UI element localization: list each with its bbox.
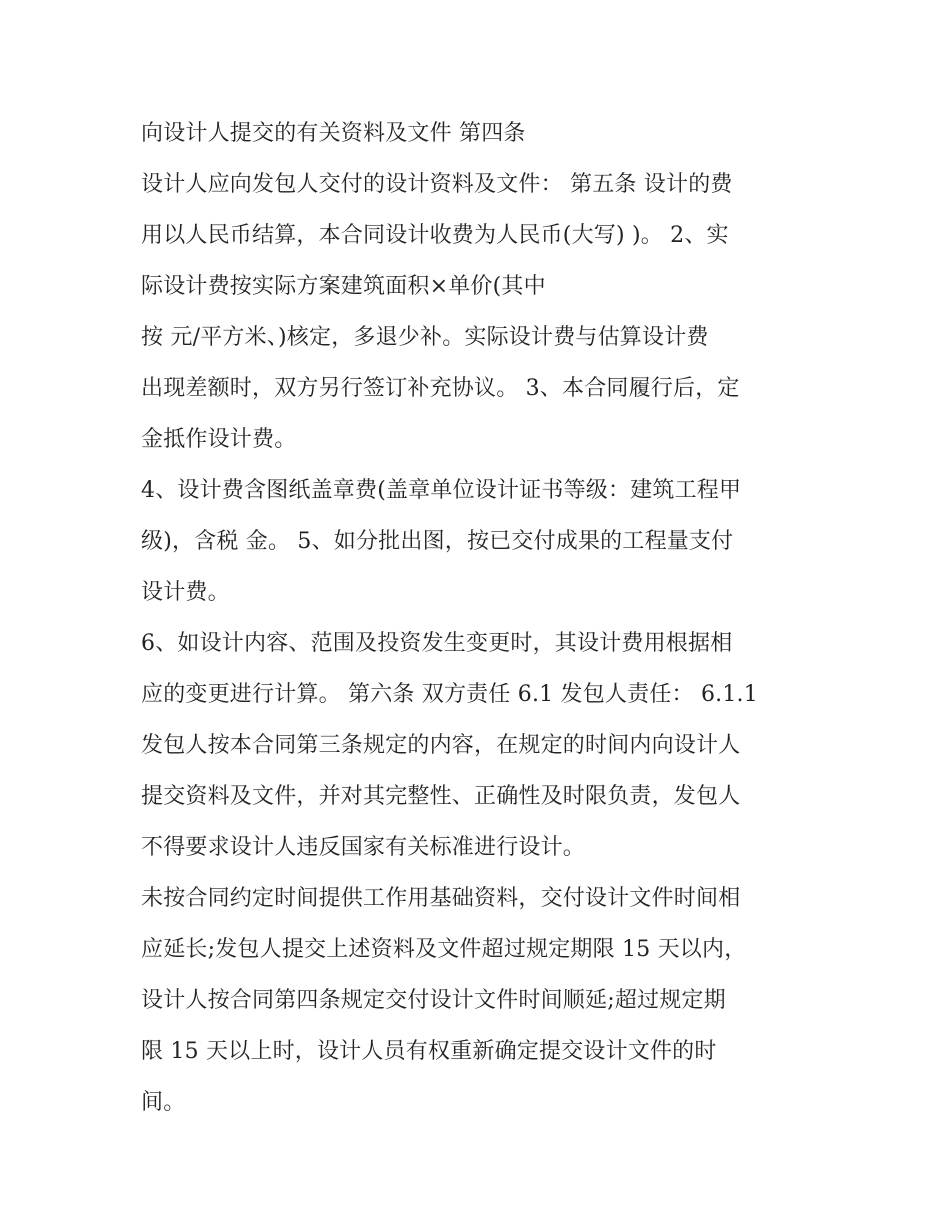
text-line: 提交资料及文件，并对其完整性、正确性及时限负责，发包人	[141, 784, 741, 809]
text-line: 未按合同约定时间提供工作用基础资料，交付设计文件时间相	[141, 886, 741, 911]
text-line: 4、设计费含图纸盖章费(盖章单位设计证书等级：建筑工程甲	[141, 478, 742, 503]
text-line: 6、如设计内容、范围及投资发生变更时，其设计费用根据相	[141, 631, 733, 656]
text-line: 级)，含税 金。 5、如分批出图，按已交付成果的工程量支付	[141, 529, 734, 554]
text-line: 应延长;发包人提交上述资料及文件超过规定期限 15 天以内，	[141, 937, 747, 962]
text-line: 限 15 天以上时，设计人员有权重新确定提交设计文件的时	[141, 1039, 717, 1064]
text-line: 用以人民币结算，本合同设计收费为人民币(大写) )。 2、实	[141, 223, 729, 248]
text-line: 设计人应向发包人交付的设计资料及文件： 第五条 设计的费	[141, 172, 733, 197]
text-line: 应的变更进行计算。 第六条 双方责任 6.1 发包人责任： 6.1.1	[141, 682, 758, 707]
text-line: 按 元/平方米、)核定，多退少补。实际设计费与估算设计费	[141, 325, 709, 350]
text-line: 不得要求设计人违反国家有关标准进行设计。	[141, 835, 586, 860]
text-line: 间。	[141, 1090, 186, 1115]
text-line: 设计费。	[141, 580, 230, 605]
document-body	[141, 108, 831, 1128]
text-line: 金抵作设计费。	[141, 427, 297, 452]
text-line: 发包人按本合同第三条规定的内容，在规定的时间内向设计人	[141, 733, 741, 758]
text-line: 向设计人提交的有关资料及文件 第四条	[141, 121, 526, 146]
text-line: 出现差额时，双方另行签订补充协议。 3、本合同履行后，定	[141, 376, 740, 401]
text-line: 际设计费按实际方案建筑面积×单价(其中	[141, 274, 546, 299]
text-line: 设计人按合同第四条规定交付设计文件时间顺延;超过规定期	[141, 988, 726, 1013]
